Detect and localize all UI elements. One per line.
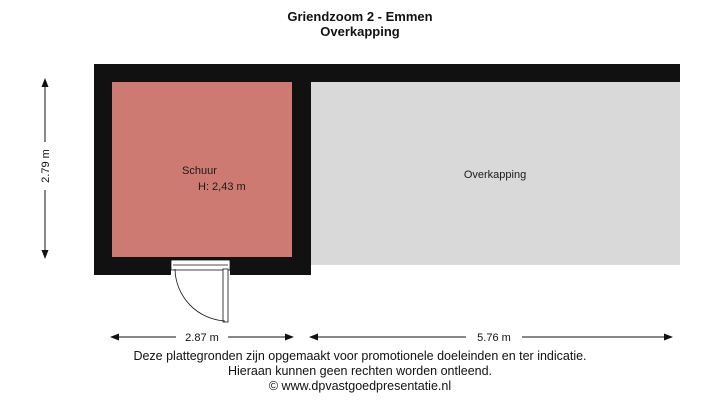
- copyright-line: © www.dpvastgoedpresentatie.nl: [268, 379, 452, 393]
- disclaimer-line-2: Hieraan kunnen geen rechten worden ontleend.: [227, 364, 493, 378]
- canopy-width-dimension: [309, 330, 673, 344]
- shed-height-label: H: 2,43 m: [198, 181, 246, 193]
- height-dimension: [38, 78, 52, 259]
- plan-subtitle: Overkapping: [320, 24, 400, 39]
- canopy-width-label: 5.76 m: [477, 332, 511, 344]
- shed-width-dimension: [110, 330, 294, 344]
- door-panel: [223, 269, 228, 322]
- disclaimer-line-1: Deze plattegronden zijn opgemaakt voor promotionele doeleinden en ter indicatie.: [133, 349, 587, 363]
- plan-title: Griendzoom 2 - Emmen: [287, 9, 433, 24]
- shed-width-label: 2.87 m: [185, 332, 219, 344]
- canopy-label: Overkapping: [463, 169, 527, 181]
- height-dimension-label: 2.79 m: [40, 149, 52, 183]
- shed-label: Schuur: [182, 165, 217, 177]
- door-swing-arc: [175, 269, 225, 321]
